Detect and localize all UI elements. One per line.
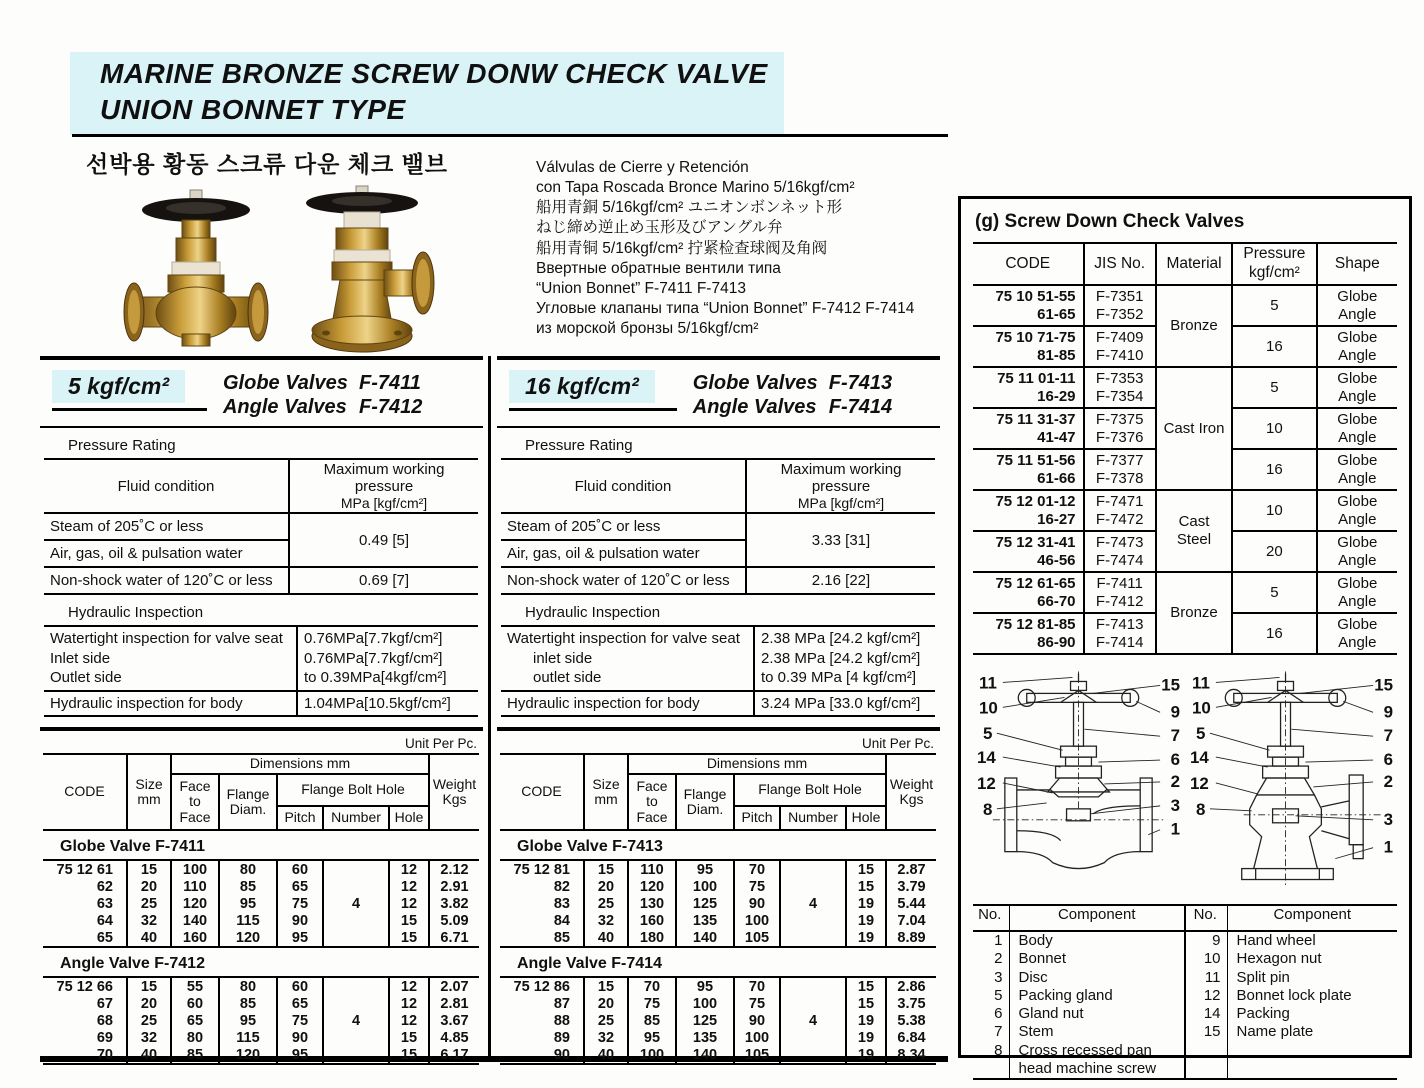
table-row: Steam of 205˚C or less 3.33 [31]	[501, 513, 935, 540]
svg-text:14: 14	[976, 748, 996, 768]
svg-text:6: 6	[1170, 750, 1181, 770]
svg-text:14: 14	[1189, 748, 1209, 768]
hydraulic-inspection-title: Hydraulic Inspection	[525, 604, 661, 622]
svg-text:2: 2	[1383, 771, 1394, 791]
valve-type-codes: Globe Valves F-7413 Angle Valves F-7414	[692, 372, 893, 418]
svg-text:6: 6	[1383, 750, 1394, 770]
svg-text:9: 9	[1170, 702, 1181, 722]
globe-table-title: Globe Valve F-7413	[517, 838, 663, 856]
table-row: Watertight inspection for valve seat inlet side outlet side 2.38 MPa [24.2 kgf/cm²] 2.38 MPa [24.2 kgf/cm²] to 0.39 MPa [4 kgf/cm²]	[501, 626, 935, 691]
table-row: 75 12 61 15 100 80 60 4 12 2.12	[43, 860, 479, 878]
table-row: Air, gas, oil & pulsation water	[501, 540, 935, 567]
table-row: 88 25 85 125 90 19 5.38	[500, 1012, 936, 1029]
page-title-line1: MARINE BRONZE SCREW DONW CHECK VALVE	[100, 58, 768, 89]
svg-text:7: 7	[1383, 726, 1394, 746]
table-row: 8 Cross recessed pan head machine screw	[973, 1042, 1397, 1080]
screw-down-check-valves-table	[973, 242, 1397, 655]
svg-text:8: 8	[1195, 799, 1206, 819]
angle-valve-diagram	[1186, 663, 1397, 895]
table-row: 3 Disc 11 Split pin	[973, 969, 1397, 987]
pressure-rating-table-16kg	[501, 458, 935, 595]
table-row: Air, gas, oil & pulsation water	[44, 540, 478, 567]
desc-line: из морской бронзы 5/16kgf/cm²	[536, 320, 759, 338]
pressure-rating-table-5kg	[44, 458, 478, 595]
korean-subtitle: 선박용 황동 스크류 다운 체크 밸브	[86, 151, 449, 177]
table-row: Pitch Number Hole	[43, 806, 479, 830]
section-rule-thick	[40, 727, 483, 731]
valve-cross-section-diagrams	[973, 663, 1397, 895]
svg-text:5: 5	[982, 724, 993, 744]
section-rule	[40, 426, 483, 428]
table-row: 1 Body 9 Hand wheel	[973, 931, 1397, 950]
spec-header-16kg	[509, 370, 940, 419]
table-row: 64 32 140 115 90 15 5.09	[43, 912, 479, 929]
svg-text:12: 12	[1189, 773, 1209, 793]
section-rule	[497, 426, 940, 428]
desc-line: con Tapa Roscada Bronce Marino 5/16kgf/cm²	[536, 179, 855, 197]
desc-line: 船用青铜 5/16kgf/cm² 拧紧检查球阀及角阀	[536, 239, 828, 257]
desc-line: 船用青銅 5/16kgf/cm² ユニオンボンネット形	[536, 199, 843, 217]
table-row: Watertight inspection for valve seat Inlet side Outlet side 0.76MPa[7.7kgf/cm²] 0.76MPa[7.7kgf/cm²] to 0.39MPa[4kgf/cm²]	[44, 626, 478, 691]
multilingual-description	[536, 158, 956, 339]
table-row: 75 11 01-11 16-29 F-7353 F-7354 Cast Iron 5 Globe Angle	[973, 367, 1397, 408]
svg-text:15: 15	[1161, 675, 1181, 695]
table-row: 2 Bonnet 10 Hexagon nut	[973, 950, 1397, 968]
table-row: 63 25 120 95 75 12 3.82	[43, 895, 479, 912]
table-row: Face to Face Flange Diam. Flange Bolt Hole	[500, 774, 936, 806]
angle-valve-f7414-table	[500, 976, 936, 1065]
angle-valve-photo	[286, 178, 458, 356]
svg-text:9: 9	[1383, 702, 1394, 722]
dimensions-header-table-16kg	[500, 753, 936, 831]
globe-valve-f7411-table	[43, 859, 479, 948]
globe-table-title: Globe Valve F-7411	[60, 838, 205, 856]
table-row: Fluid condition Maximum working pressure MPa [kgf/cm²]	[501, 459, 935, 513]
table-row: 5 Packing gland 12 Bonnet lock plate	[973, 987, 1397, 1005]
table-row: 75 12 61-65 66-70 F-7411 F-7412 Bronze 5 Globe Angle	[973, 572, 1397, 613]
table-row: 69 32 80 115 90 15 4.85	[43, 1029, 479, 1046]
table-row: Hydraulic inspection for body 1.04MPa[10.5kgf/cm²]	[44, 691, 478, 717]
pressure-badge: 16 kgf/cm²	[509, 370, 655, 403]
table-row: 75 12 81 15 110 95 70 4 15 2.87	[500, 860, 936, 878]
table-row: 7 Stem 15 Name plate	[973, 1023, 1397, 1041]
svg-text:3: 3	[1170, 795, 1181, 815]
globe-valve-photo	[118, 178, 276, 356]
table-row: CODE Size mm Dimensions mm Weight Kgs	[43, 754, 479, 774]
desc-line: Válvulas de Cierre y Retención	[536, 159, 749, 176]
table-row: Fluid condition Maximum working pressure MPa [kgf/cm²]	[44, 459, 478, 513]
svg-text:10: 10	[1191, 698, 1211, 718]
table-row: 75 12 01-12 16-27 F-7471 F-7472 Cast Steel 10 Globe Angle	[973, 490, 1397, 531]
svg-text:1: 1	[1383, 837, 1394, 857]
table-row: Non-shock water of 120˚C or less 2.16 [22]	[501, 567, 935, 594]
angle-valve-f7412-table	[43, 976, 479, 1065]
angle-table-title: Angle Valve F-7412	[60, 955, 205, 973]
table-row: 82 20 120 100 75 15 3.79	[500, 878, 936, 895]
desc-line: Угловые клапаны типа “Union Bonnet” F-7412 F-7414	[536, 299, 915, 317]
desc-line: ねじ締め逆止め玉形及びアングル弁	[536, 219, 783, 237]
page-title	[70, 52, 784, 135]
table-row: 65 40 160 120 95 15 6.71	[43, 929, 479, 947]
hydraulic-inspection-title: Hydraulic Inspection	[68, 604, 204, 622]
table-row: 87 20 75 100 75 15 3.75	[500, 995, 936, 1012]
svg-text:7: 7	[1170, 726, 1181, 746]
pressure-rating-title: Pressure Rating	[68, 437, 176, 455]
table-row: 70 40 85 120 95 15 6.17	[43, 1046, 479, 1064]
page-title-line2: UNION BONNET TYPE	[100, 94, 406, 125]
spec-header-5kg	[52, 370, 483, 419]
title-underline	[72, 134, 948, 137]
table-row: 68 25 65 95 75 12 3.67	[43, 1012, 479, 1029]
svg-text:10: 10	[978, 698, 998, 718]
svg-text:3: 3	[1383, 809, 1394, 829]
svg-text:1: 1	[1170, 819, 1181, 839]
valve-type-codes: Globe Valves F-7411 Angle Valves F-7412	[222, 372, 423, 418]
unit-note: Unit Per Pc.	[861, 736, 934, 752]
table-row: 75 12 66 15 55 80 60 4 12 2.07	[43, 977, 479, 995]
table-row: 75 11 51-56 61-66 F-7377 F-7378 16 Globe Angle	[973, 449, 1397, 490]
table-row: Hydraulic inspection for body 3.24 MPa [33.0 kgf/cm²]	[501, 691, 935, 717]
table-row: 75 12 81-85 86-90 F-7413 F-7414 16 Globe Angle	[973, 613, 1397, 654]
hydraulic-inspection-table-5kg	[44, 625, 478, 717]
hydraulic-inspection-table-16kg	[501, 625, 935, 717]
column-divider	[488, 356, 491, 1058]
svg-text:12: 12	[976, 773, 996, 793]
table-row: 83 25 130 125 90 19 5.44	[500, 895, 936, 912]
dimensions-header-table-5kg	[43, 753, 479, 831]
table-row: 75 10 51-55 61-65 F-7351 F-7352 Bronze 5 Globe Angle	[973, 285, 1397, 326]
table-row: CODE Size mm Dimensions mm Weight Kgs	[500, 754, 936, 774]
table-row: 62 20 110 85 65 12 2.91	[43, 878, 479, 895]
svg-text:2: 2	[1170, 771, 1181, 791]
section-rule-thick	[497, 727, 940, 731]
svg-text:15: 15	[1374, 675, 1394, 695]
table-row: 6 Gland nut 14 Packing	[973, 1005, 1397, 1023]
panel-title: (g) Screw Down Check Valves	[975, 211, 1245, 232]
svg-text:8: 8	[982, 799, 993, 819]
table-row: Steam of 205˚C or less 0.49 [5]	[44, 513, 478, 540]
table-row: Face to Face Flange Diam. Flange Bolt Hole	[43, 774, 479, 806]
table-row: 75 10 71-75 81-85 F-7409 F-7410 16 Globe Angle	[973, 326, 1397, 367]
pressure-badge-wrap	[509, 370, 677, 411]
table-row: 90 40 100 140 105 19 8.34	[500, 1046, 936, 1064]
pressure-badge-wrap	[52, 370, 207, 411]
valve-photos	[118, 176, 458, 356]
table-row: Pitch Number Hole	[500, 806, 936, 830]
pressure-badge: 5 kgf/cm²	[52, 370, 185, 403]
spec-section-16kg	[497, 356, 940, 1063]
svg-text:11: 11	[978, 673, 997, 693]
desc-line: “Union Bonnet” F-7411 F-7413	[536, 279, 746, 297]
table-row: Non-shock water of 120˚C or less 0.69 [7]	[44, 567, 478, 594]
table-row: No. Component No. Component	[973, 905, 1397, 931]
unit-note: Unit Per Pc.	[404, 736, 477, 752]
table-row: 84 32 160 135 100 19 7.04	[500, 912, 936, 929]
svg-text:5: 5	[1195, 724, 1206, 744]
table-row: 85 40 180 140 105 19 8.89	[500, 929, 936, 947]
pressure-rating-title: Pressure Rating	[525, 437, 633, 455]
table-row: 89 32 95 135 100 19 6.84	[500, 1029, 936, 1046]
screw-down-check-valves-panel	[958, 196, 1412, 1078]
table-row: 75 12 86 15 70 95 70 4 15 2.86	[500, 977, 936, 995]
table-row: 75 11 31-37 41-47 F-7375 F-7376 10 Globe Angle	[973, 408, 1397, 449]
angle-table-title: Angle Valve F-7414	[517, 955, 662, 973]
globe-valve-f7413-table	[500, 859, 936, 948]
table-row: 75 12 31-41 46-56 F-7473 F-7474 20 Globe Angle	[973, 531, 1397, 572]
table-row: 67 20 60 85 65 12 2.81	[43, 995, 479, 1012]
component-table	[973, 904, 1397, 1080]
desc-line: Ввертные обратные вентили типа	[536, 259, 781, 277]
spec-section-5kg	[40, 356, 483, 1063]
table-row: CODE JIS No. Material Pressure kgf/cm² Shape	[973, 243, 1397, 285]
globe-valve-diagram	[973, 663, 1184, 895]
svg-text:11: 11	[1191, 673, 1210, 693]
